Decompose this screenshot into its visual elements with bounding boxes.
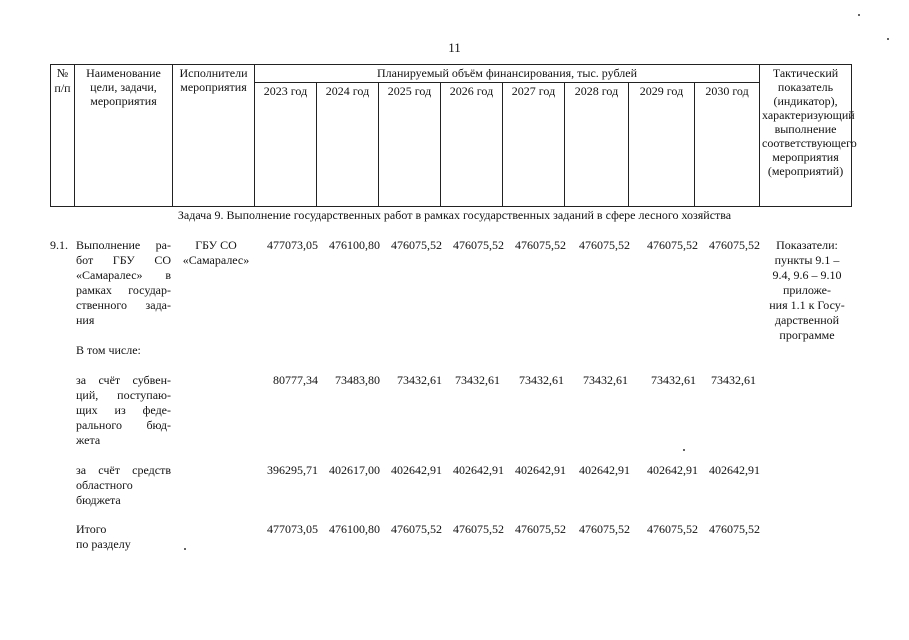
total-value: 476075,52 — [515, 522, 566, 536]
page-number: 11 — [448, 40, 461, 55]
row-indicator — [762, 238, 852, 343]
header-number-cell — [51, 65, 75, 207]
header-year: 2029 год — [629, 83, 695, 207]
row-indicator-line: программе — [779, 328, 835, 342]
subvention-value: 80777,34 — [273, 373, 318, 387]
row-indicator-line: ния 1.1 к Госу- — [769, 298, 845, 312]
subvention-line: за счёт субвен- — [76, 373, 171, 387]
row-indicator-line: Показатели: — [776, 238, 838, 252]
row-9-1-value: 476075,52 — [515, 238, 566, 252]
row-indicator-line: приложе- — [783, 283, 831, 297]
total-line: по разделу — [76, 537, 131, 551]
subvention-line: жета — [76, 433, 101, 447]
subvention-line: ций, поступаю- — [76, 388, 171, 402]
regional-value: 402642,91 — [391, 463, 442, 477]
regional-value: 402642,91 — [709, 463, 760, 477]
row-9-1-value: 476075,52 — [647, 238, 698, 252]
header-number-line1: № — [56, 66, 69, 80]
regional-value: 402642,91 — [453, 463, 504, 477]
header-year: 2028 год — [565, 83, 629, 207]
row-9-1-value: 476075,52 — [453, 238, 504, 252]
total-value: 476075,52 — [579, 522, 630, 536]
row-9-1-value: 476100,80 — [329, 238, 380, 252]
scan-speck — [683, 449, 685, 451]
row-name-line: ственного зада- — [76, 298, 171, 312]
regional-line: бюджета — [76, 493, 121, 507]
regional-label — [76, 463, 171, 508]
scan-speck — [858, 14, 860, 16]
total-label — [76, 522, 171, 552]
row-9-1-value: 476075,52 — [709, 238, 760, 252]
row-9-1-value: 477073,05 — [267, 238, 318, 252]
header-table — [50, 64, 857, 207]
row-9-1-value: 476075,52 — [391, 238, 442, 252]
row-name-line: Выполнение ра- — [76, 238, 171, 252]
row-name-line: «Самаралес» в — [76, 268, 171, 282]
header-name: Наименование цели, задачи, мероприятия — [75, 65, 173, 207]
row-executor — [176, 238, 256, 268]
subvention-value: 73432,61 — [711, 373, 756, 387]
row-name — [76, 238, 171, 328]
header-year: 2024 год — [317, 83, 379, 207]
subvention-label — [76, 373, 171, 448]
subvention-value: 73483,80 — [335, 373, 380, 387]
subvention-line: щих из феде- — [76, 403, 171, 417]
task-title: Задача 9. Выполнение государственных работ в рамках государственных заданий в сфере лесного хозяйства — [177, 208, 732, 222]
regional-line: за счёт средств — [76, 463, 171, 477]
row-indicator-line: дарственной — [774, 313, 840, 327]
regional-value: 396295,71 — [267, 463, 318, 477]
subvention-value: 73432,61 — [583, 373, 628, 387]
total-value: 476075,52 — [453, 522, 504, 536]
subvention-value: 73432,61 — [651, 373, 696, 387]
subvention-line: рального бюд- — [76, 418, 171, 432]
total-value: 476100,80 — [329, 522, 380, 536]
regional-value: 402642,91 — [647, 463, 698, 477]
regional-value: 402617,00 — [329, 463, 380, 477]
total-value: 476075,52 — [391, 522, 442, 536]
header-number-line2: п/п — [54, 81, 71, 95]
header-year: 2030 год — [695, 83, 760, 207]
row-name-line: рамках государ- — [76, 283, 171, 297]
total-value: 476075,52 — [709, 522, 760, 536]
subvention-value: 73432,61 — [519, 373, 564, 387]
header-year: 2025 год — [379, 83, 441, 207]
row-executor-line: ГБУ СО — [195, 238, 237, 252]
row-name-line: бот ГБУ СО — [76, 253, 171, 267]
total-value: 477073,05 — [267, 522, 318, 536]
including-label: В том числе: — [76, 343, 141, 357]
total-line: Итого — [76, 522, 107, 536]
header-year: 2023 год — [255, 83, 317, 207]
total-value: 476075,52 — [647, 522, 698, 536]
row-executor-line: «Самаралес» — [182, 253, 250, 267]
header-year: 2026 год — [441, 83, 503, 207]
header-financing: Планируемый объём финансирования, тыс. рублей — [255, 65, 760, 83]
row-9-1-value: 476075,52 — [579, 238, 630, 252]
scan-speck — [887, 38, 889, 40]
regional-value: 402642,91 — [579, 463, 630, 477]
regional-line: областного — [76, 478, 133, 492]
header-indicator: Тактический показатель (индикатор), характеризующий выполнение соответствующего мероприятия (мероприятий) — [760, 65, 852, 207]
header-executors: Исполнители мероприятия — [173, 65, 255, 207]
row-indicator-line: 9.4, 9.6 – 9.10 — [772, 268, 842, 282]
row-number: 9.1. — [50, 238, 68, 252]
scan-speck — [184, 548, 186, 550]
subvention-value: 73432,61 — [455, 373, 500, 387]
regional-value: 402642,91 — [515, 463, 566, 477]
subvention-value: 73432,61 — [397, 373, 442, 387]
header-year: 2027 год — [503, 83, 565, 207]
row-indicator-line: пункты 9.1 – — [774, 253, 840, 267]
row-name-line: ния — [76, 313, 95, 327]
